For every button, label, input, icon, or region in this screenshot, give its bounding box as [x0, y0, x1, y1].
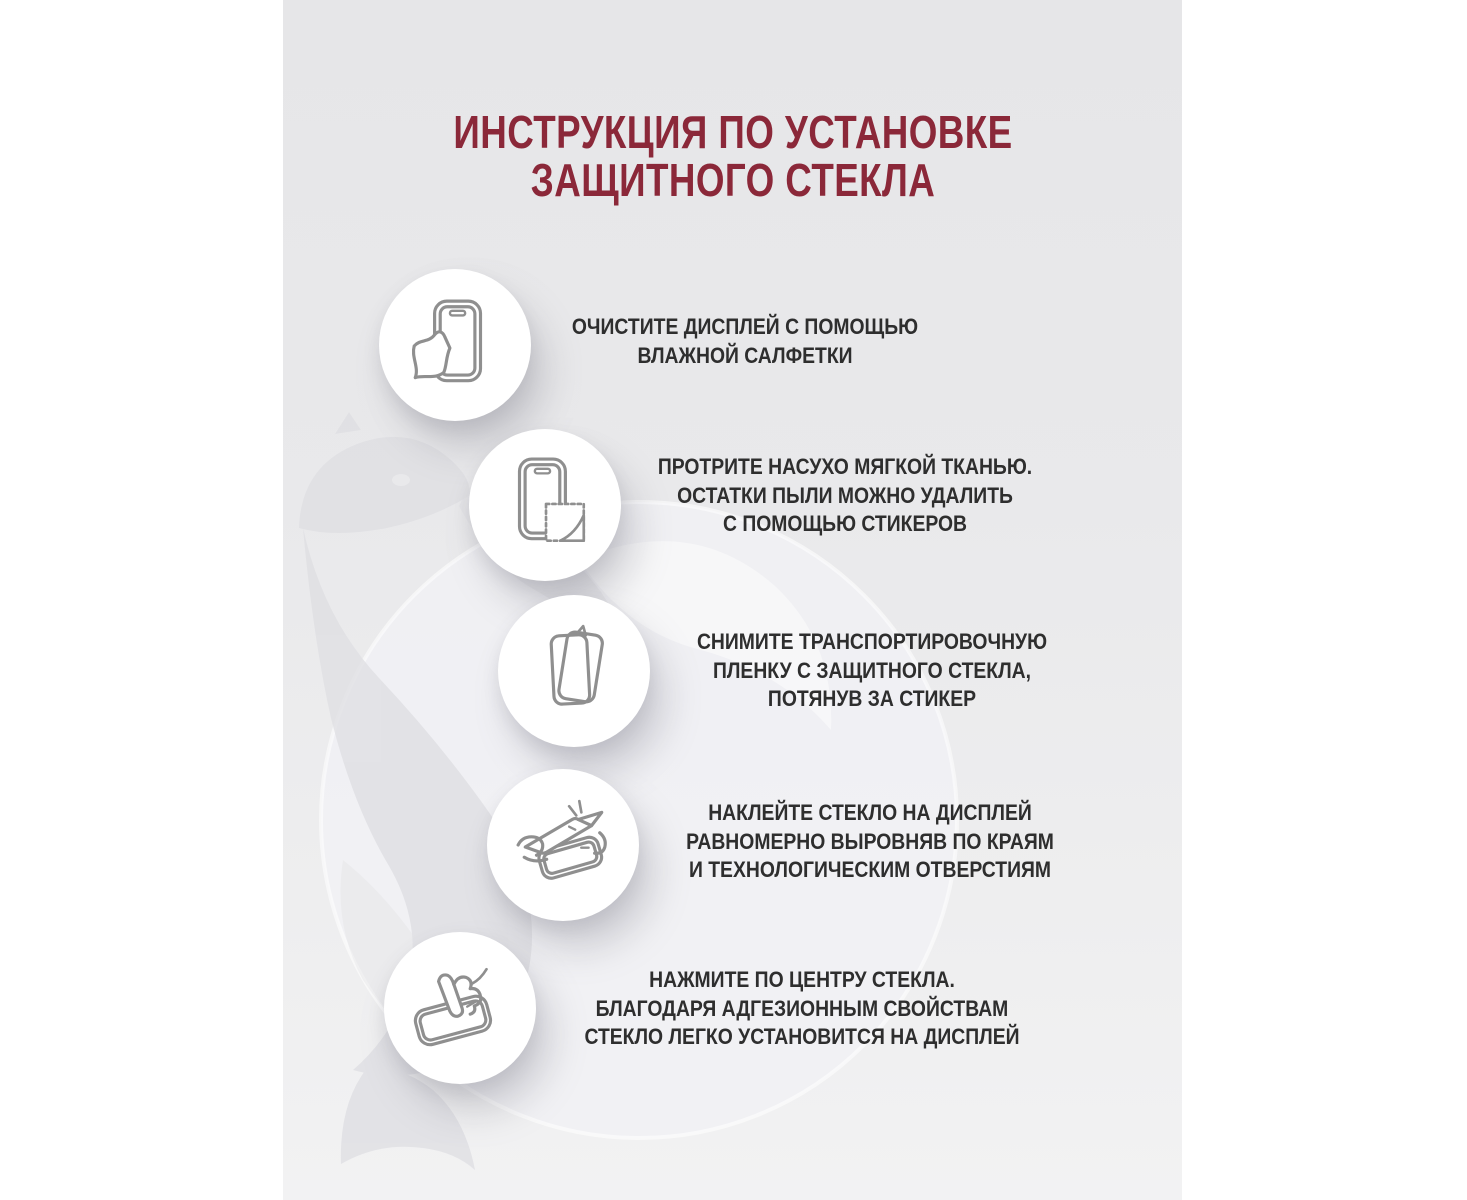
instruction-line: ПЛЕНКУ С ЗАЩИТНОГО СТЕКЛА,: [712, 657, 1032, 683]
phone-dust-sticker-icon: [494, 454, 596, 556]
step-4-text: [686, 799, 1054, 885]
instruction-line: С ПОМОЩЬЮ СТИКЕРОВ: [722, 511, 968, 536]
instruction-line: ПРОТРИТЕ НАСУХО МЯГКОЙ ТКАНЬЮ.: [657, 454, 1033, 479]
step-1-icon-circle: [379, 269, 531, 421]
page-title: [453, 108, 1012, 204]
instruction-line: ОСТАТКИ ПЫЛИ МОЖНО УДАЛИТЬ: [677, 482, 1013, 508]
instruction-card: [283, 0, 1182, 1200]
instruction-line: ВЛАЖНОЙ САЛФЕТКИ: [637, 342, 853, 368]
instruction-line: ОЧИСТИТЕ ДИСПЛЕЙ С ПОМОЩЬЮ: [571, 314, 919, 339]
press-glass-center-icon: [409, 957, 511, 1059]
step-3-icon-circle: [498, 595, 650, 747]
instruction-line: БЛАГОДАРЯ АДГЕЗИОННЫМ СВОЙСТВАМ: [595, 995, 1009, 1021]
instruction-line: СНИМИТЕ ТРАНСПОРТИРОВОЧНУЮ: [696, 629, 1048, 654]
instruction-line: СТЕКЛО ЛЕГКО УСТАНОВИТСЯ НА ДИСПЛЕЙ: [584, 1024, 1020, 1049]
instruction-line: РАВНОМЕРНО ВЫРОВНЯВ ПО КРАЯМ: [686, 828, 1054, 854]
peel-transport-film-icon: [523, 620, 625, 722]
step-2-icon-circle: [469, 429, 621, 581]
instruction-line: И ТЕХНОЛОГИЧЕСКИМ ОТВЕРСТИЯМ: [688, 857, 1052, 882]
page-title-line: ИНСТРУКЦИЯ ПО УСТАНОВКЕ: [452, 106, 1013, 158]
phone-wet-wipe-icon: [404, 294, 506, 396]
step-5-icon-circle: [384, 932, 536, 1084]
align-glass-hands-icon: [512, 794, 614, 896]
step-1-text: [572, 313, 918, 370]
page-title-line: ЗАЩИТНОГО СТЕКЛА: [530, 154, 935, 206]
step-3-text: [697, 628, 1047, 714]
step-4-icon-circle: [487, 769, 639, 921]
instruction-line: ПОТЯНУВ ЗА СТИКЕР: [767, 686, 977, 711]
step-2-text: [658, 453, 1032, 539]
instruction-line: НАЖМИТЕ ПО ЦЕНТРУ СТЕКЛА.: [649, 967, 955, 992]
step-5-text: [584, 966, 1019, 1052]
instruction-line: НАКЛЕЙТЕ СТЕКЛО НА ДИСПЛЕЙ: [708, 800, 1032, 825]
